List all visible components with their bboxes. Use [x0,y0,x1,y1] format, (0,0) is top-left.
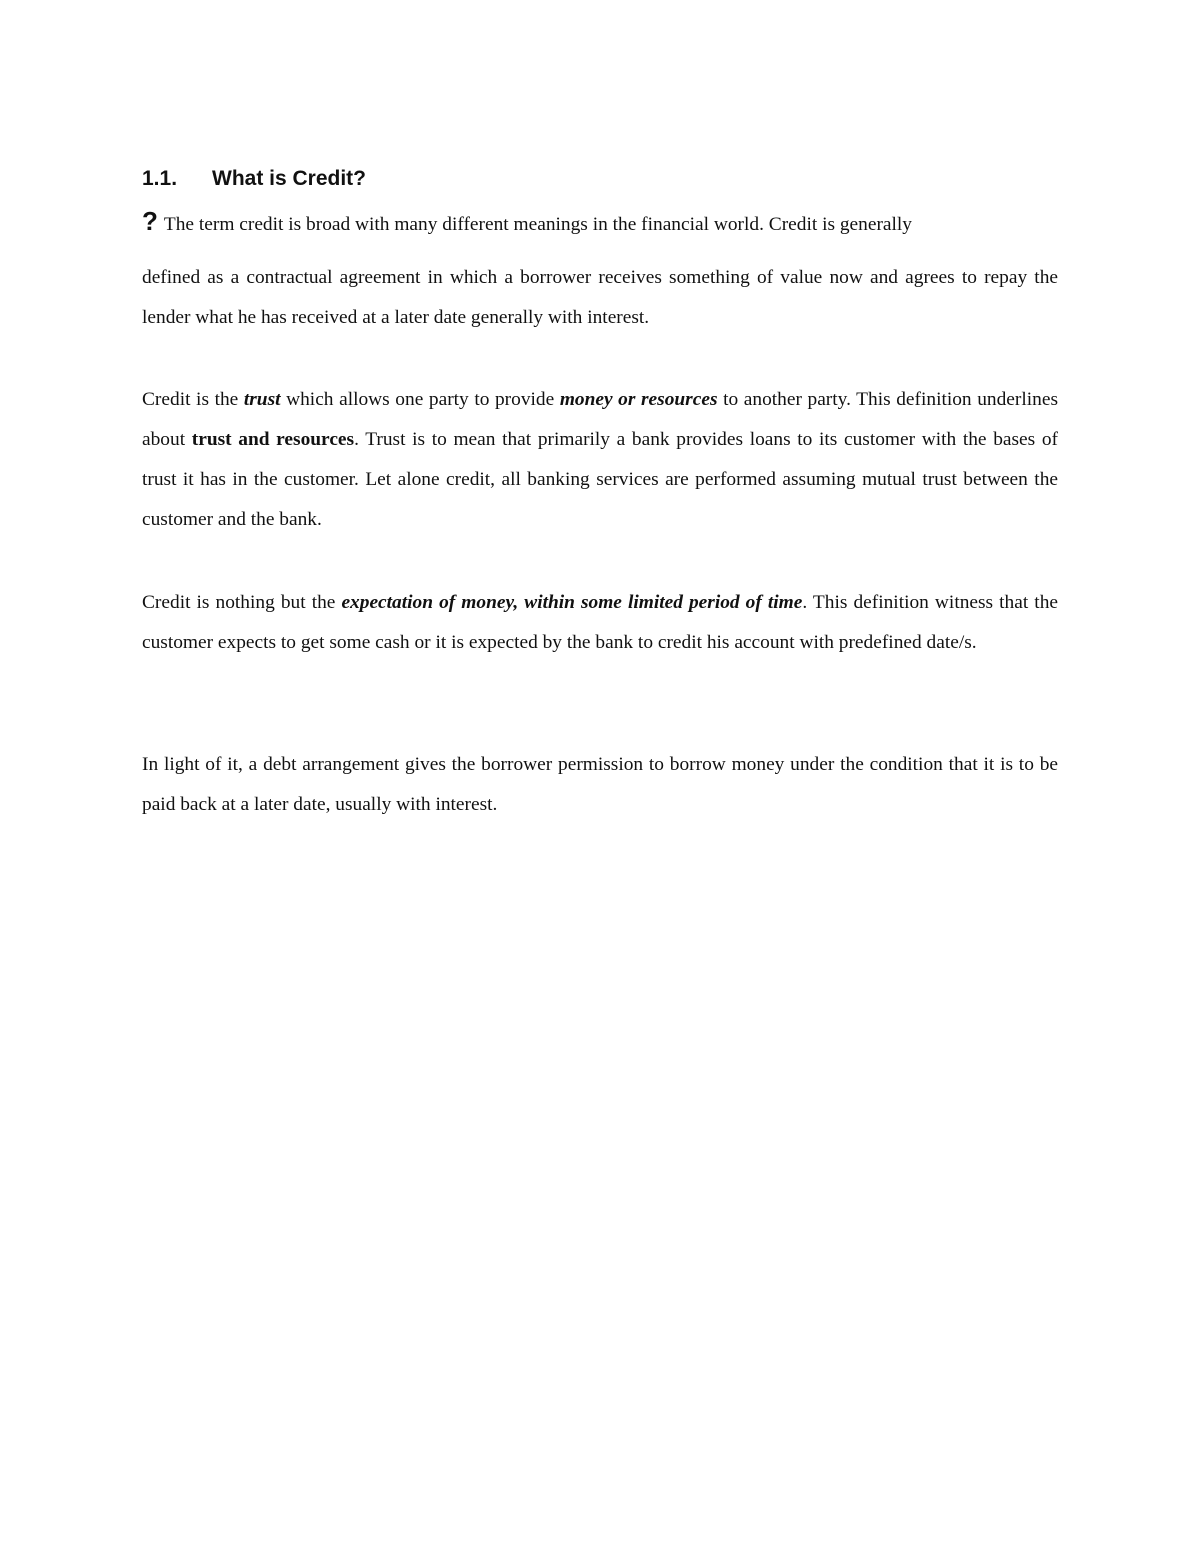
paragraph-2-text-4: . Trust is to mean that primarily a bank provides loans to its customer with the bases of trust it has in the customer. Let alone credit, all banking services are performed assuming mutual trust between the customer and the bank. [142,429,1058,530]
paragraph-4 [142,745,1058,825]
paragraph-1-rest-text: defined as a contractual agreement in which a borrower receives something of value now and agrees to repay the lender what he has received at a later date generally with interest. [142,267,1058,328]
emphasis-trust: trust [243,389,281,410]
section-heading [142,164,366,194]
paragraph-1-first-text: The term credit is broad with many different meanings in the financial world. Credit is generally [163,214,913,235]
paragraph-2 [142,380,1058,540]
paragraph-2-text-2: which allows one party to provide [280,389,560,410]
paragraph-1-first-line [142,200,1058,246]
bullet-question-icon: ? [142,206,158,236]
paragraph-2-text-3: to another party. This definition underlines about [142,389,1058,450]
paragraph-4-text: In light of it, a debt arrangement gives the borrower permission to borrow money under the condition that it is to be paid back at a later date, usually with interest. [142,754,1058,815]
emphasis-expectation-of-money: expectation of money, within some limited period of time [341,592,803,613]
paragraph-3-text-2: . This definition witness that the customer expects to get some cash or it is expected by the bank to credit his account with predefined date/s. [142,592,1058,653]
paragraph-3 [142,583,1058,663]
paragraph-2-text-1: Credit is the [142,389,244,410]
paragraph-3-text-1: Credit is nothing but the [142,592,342,613]
paragraph-1-continuation [142,258,1058,338]
section-title: What is Credit? [212,167,367,190]
emphasis-trust-and-resources: trust and resources [191,429,355,450]
emphasis-money-or-resources: money or resources [559,389,718,410]
section-number: 1.1. [142,167,178,190]
